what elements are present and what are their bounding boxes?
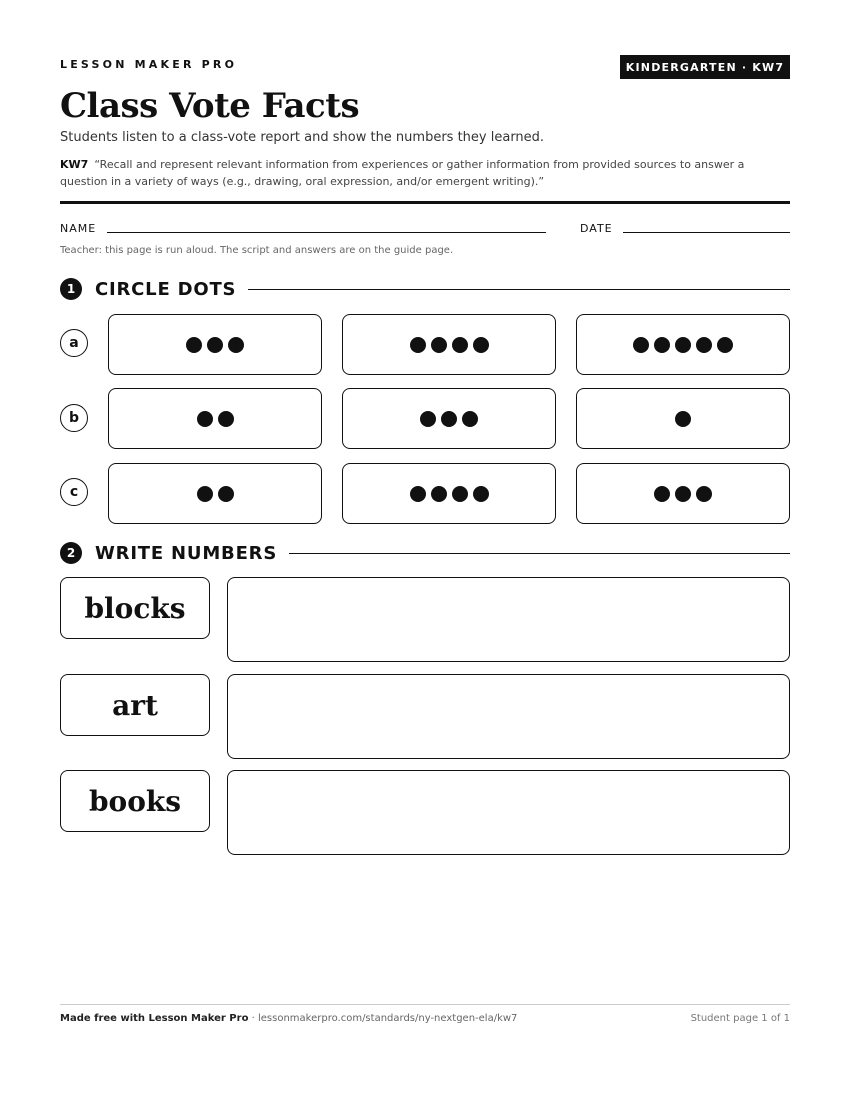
answer-box-art[interactable] bbox=[227, 674, 790, 759]
dot bbox=[207, 337, 223, 353]
row-letter-b: b bbox=[60, 404, 88, 432]
dot bbox=[431, 486, 447, 502]
standard-code: KW7 bbox=[60, 158, 89, 171]
name-line[interactable] bbox=[107, 232, 546, 233]
row-letter-c: c bbox=[60, 478, 88, 506]
standard-text: “Recall and represent relevant information from experiences or gather information from provided sources to answer a question in a variety of ways (e.g., drawing, oral expression, and/or emergent writing).” bbox=[60, 158, 745, 188]
dot-card[interactable] bbox=[576, 388, 790, 449]
dot-card[interactable] bbox=[342, 388, 556, 449]
dot bbox=[228, 337, 244, 353]
word-card-art: art bbox=[60, 674, 210, 736]
footer-page-number: Student page 1 of 1 bbox=[690, 1013, 790, 1024]
dot bbox=[197, 411, 213, 427]
dot bbox=[431, 337, 447, 353]
section-2-rule bbox=[289, 553, 790, 554]
dot-card[interactable] bbox=[576, 463, 790, 524]
name-label: NAME bbox=[60, 222, 97, 235]
dot bbox=[410, 486, 426, 502]
section-1-rule bbox=[248, 289, 790, 290]
section-2-title: WRITE NUMBERS bbox=[95, 542, 278, 564]
dot-card[interactable] bbox=[108, 388, 322, 449]
word-card-blocks: blocks bbox=[60, 577, 210, 639]
dot bbox=[717, 337, 733, 353]
dot bbox=[420, 411, 436, 427]
dot bbox=[441, 411, 457, 427]
section-1-number: 1 bbox=[60, 278, 82, 300]
dot bbox=[654, 337, 670, 353]
footer-credit bbox=[60, 1013, 517, 1024]
header-divider bbox=[60, 201, 790, 204]
section-1-heading bbox=[60, 277, 790, 301]
footer-divider bbox=[60, 1004, 790, 1005]
dot bbox=[218, 411, 234, 427]
dot bbox=[675, 411, 691, 427]
date-label: DATE bbox=[580, 222, 613, 235]
grade-badge: KINDERGARTEN · KW7 bbox=[620, 55, 790, 79]
answer-box-blocks[interactable] bbox=[227, 577, 790, 662]
dot-card[interactable] bbox=[108, 463, 322, 524]
teacher-note: Teacher: this page is run aloud. The script and answers are on the guide page. bbox=[60, 245, 454, 256]
dot-card[interactable] bbox=[576, 314, 790, 375]
dot-card[interactable] bbox=[108, 314, 322, 375]
dot bbox=[186, 337, 202, 353]
footer-url: · lessonmakerpro.com/standards/ny-nextgen-ela/kw7 bbox=[248, 1013, 518, 1024]
section-2-number: 2 bbox=[60, 542, 82, 564]
page-title: Class Vote Facts bbox=[60, 86, 360, 126]
dot-card[interactable] bbox=[342, 314, 556, 375]
dot-card[interactable] bbox=[342, 463, 556, 524]
date-line[interactable] bbox=[623, 232, 790, 233]
dot bbox=[473, 337, 489, 353]
dot bbox=[696, 486, 712, 502]
dot bbox=[218, 486, 234, 502]
answer-box-books[interactable] bbox=[227, 770, 790, 855]
standard-description bbox=[60, 156, 792, 190]
dot bbox=[473, 486, 489, 502]
word-card-books: books bbox=[60, 770, 210, 832]
dot bbox=[675, 486, 691, 502]
section-1-title: CIRCLE DOTS bbox=[95, 278, 237, 300]
dot bbox=[452, 486, 468, 502]
dot bbox=[452, 337, 468, 353]
dot bbox=[197, 486, 213, 502]
brand-name: LESSON MAKER PRO bbox=[60, 58, 238, 71]
dot bbox=[675, 337, 691, 353]
dot bbox=[654, 486, 670, 502]
page-subtitle: Students listen to a class-vote report and show the numbers they learned. bbox=[60, 130, 545, 145]
dot bbox=[462, 411, 478, 427]
section-2-heading bbox=[60, 541, 790, 565]
dot bbox=[696, 337, 712, 353]
dot bbox=[410, 337, 426, 353]
row-letter-a: a bbox=[60, 329, 88, 357]
footer-made-with: Made free with Lesson Maker Pro bbox=[60, 1013, 249, 1024]
dot bbox=[633, 337, 649, 353]
